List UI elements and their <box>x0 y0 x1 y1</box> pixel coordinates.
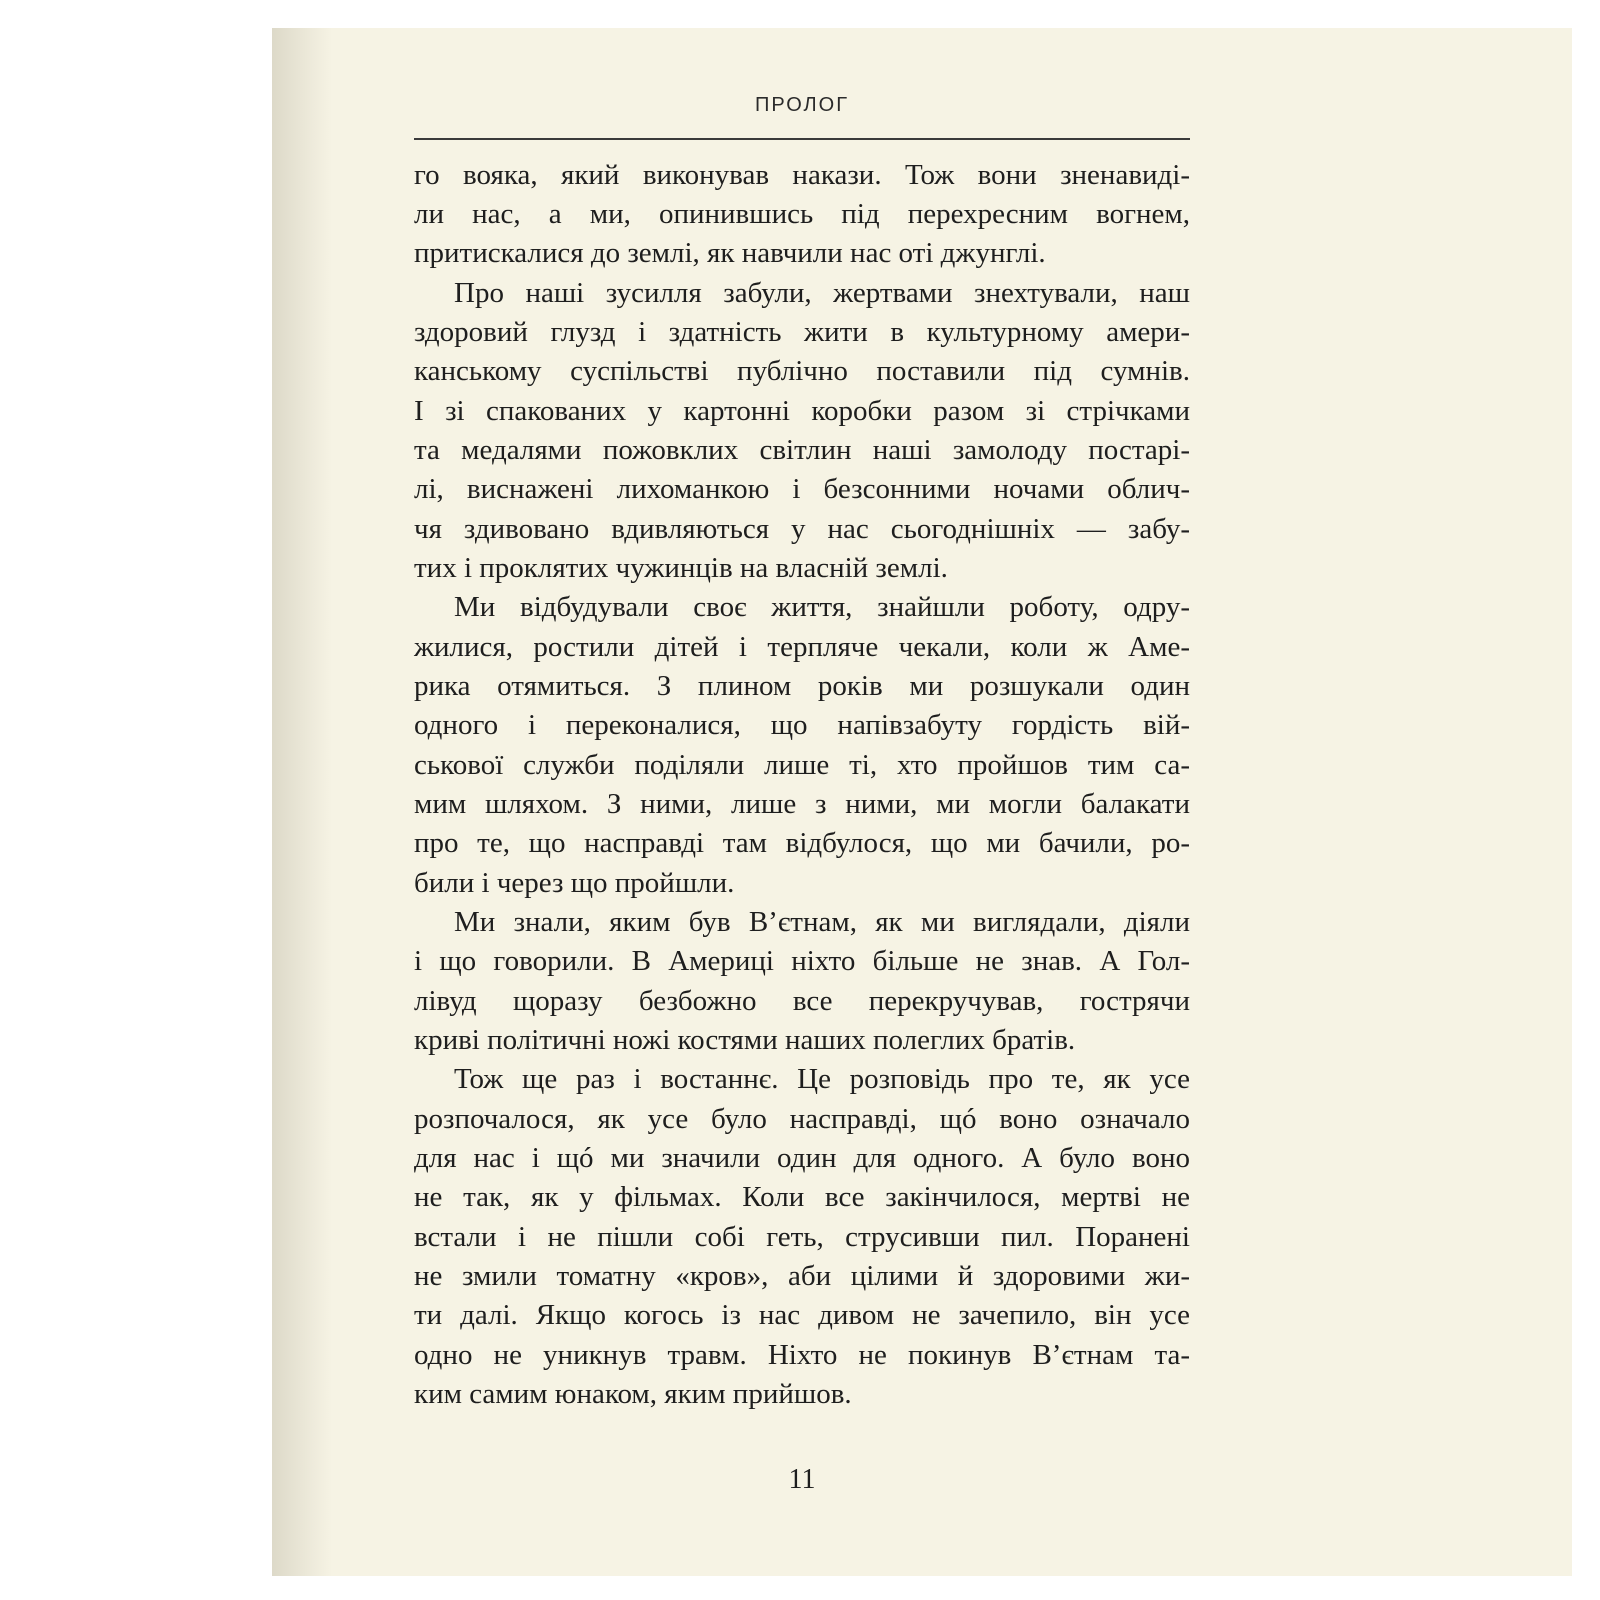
page-number: 11 <box>788 1464 816 1495</box>
text-line: здоровий глузд і здатність жити в культурному амери- <box>414 316 1190 348</box>
text-line: Тож ще раз і востаннє. Це розповідь про те, як усе <box>454 1063 1190 1095</box>
gutter-shadow <box>272 28 332 1576</box>
text-line: тих і проклятих чужинців на власній землі. <box>414 552 948 584</box>
text-line: розпочалося, як усе було насправді, щó воно означало <box>414 1103 1190 1135</box>
text-line: про те, що насправді там відбулося, що ми бачили, ро- <box>414 827 1190 859</box>
text-line: жилися, ростили дітей і терпляче чекали, коли ж Аме- <box>414 631 1190 663</box>
text-line: мим шляхом. З ними, лише з ними, ми могли балакати <box>414 788 1190 820</box>
text-line: чя здивовано вдивляються у нас сьогоднішніх — забу- <box>414 513 1190 545</box>
text-line: не так, як у фільмах. Коли все закінчилося, мертві не <box>414 1181 1190 1213</box>
text-line: одного і переконалися, що напівзабуту гордість вій- <box>414 709 1190 741</box>
text-line: Ми відбудували своє життя, знайшли роботу, одру- <box>454 591 1190 623</box>
text-line: ськової служби поділяли лише ті, хто пройшов тим са- <box>414 749 1190 781</box>
text-line: та медалями пожовклих світлин наші замолоду постарі- <box>414 434 1190 466</box>
text-line: встали і не пішли собі геть, струсивши пил. Поранені <box>414 1221 1190 1253</box>
text-line: Про наші зусилля забули, жертвами знехтували, наш <box>454 277 1190 309</box>
text-line: одно не уникнув травм. Ніхто не покинув В’єтнам та- <box>414 1339 1190 1371</box>
header-rule <box>414 138 1190 140</box>
text-line: рика отямиться. З плином років ми розшукали один <box>414 670 1190 702</box>
text-line: притискалися до землі, як навчили нас оті джунглі. <box>414 237 1046 269</box>
text-line: канському суспільстві публічно поставили під сумнів. <box>414 355 1190 387</box>
text-line: не змили томатну «кров», аби цілими й здоровими жи- <box>414 1260 1190 1292</box>
text-line: криві політичні ножі костями наших полеглих братів. <box>414 1024 1076 1056</box>
text-line: ли нас, а ми, опинившись під перехресним вогнем, <box>414 198 1190 230</box>
running-head: ПРОЛОГ <box>754 94 850 116</box>
text-line: го вояка, який виконував накази. Тож вони зненавиді- <box>414 159 1190 191</box>
text-line: для нас і щó ми значили один для одного. А було воно <box>414 1142 1190 1174</box>
text-line: і що говорили. В Америці ніхто більше не знав. А Гол- <box>414 945 1190 977</box>
text-line: лі, виснажені лихоманкою і безсонними ночами облич- <box>414 473 1190 505</box>
text-line: Ми знали, яким був В’єтнам, як ми виглядали, діяли <box>454 906 1190 938</box>
text-line: лівуд щоразу безбожно все перекручував, гострячи <box>414 985 1190 1017</box>
text-line: І зі спакованих у картонні коробки разом зі стрічками <box>414 395 1190 427</box>
text-line: ким самим юнаком, яким прийшов. <box>414 1378 852 1410</box>
text-line: били і через що пройшли. <box>414 867 735 899</box>
text-line: ти далі. Якщо когось із нас дивом не зачепило, він усе <box>414 1299 1190 1331</box>
